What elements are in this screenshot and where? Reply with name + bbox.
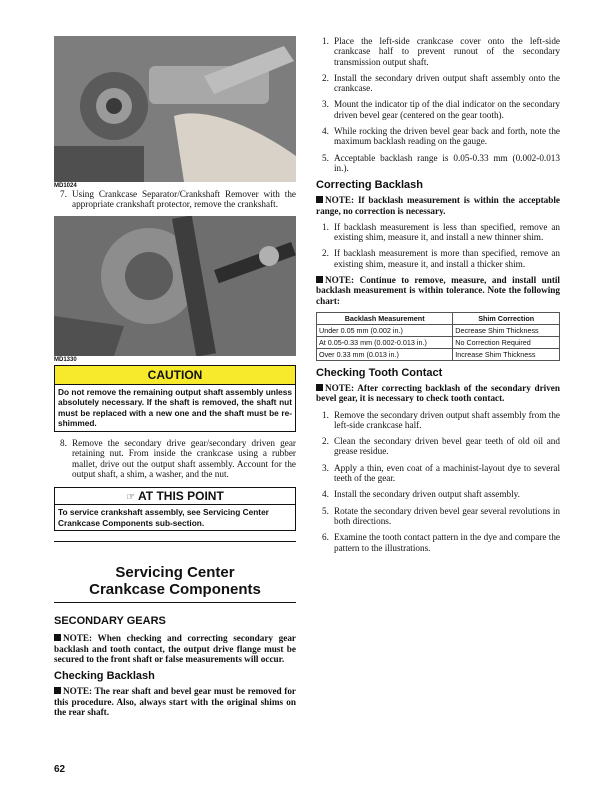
note-bullet-icon bbox=[316, 276, 323, 283]
checking-tooth-contact-heading: Checking Tooth Contact bbox=[316, 366, 443, 379]
list-item bbox=[316, 99, 560, 120]
list-item bbox=[316, 222, 560, 243]
step-text: Install the secondary driven output shaft assembly onto the crankcase. bbox=[334, 72, 560, 94]
note-bullet-icon bbox=[316, 384, 323, 391]
step-text: Apply a thin, even coat of a machinist-layout dye to several teeth of the gear. bbox=[334, 462, 560, 484]
step-number: 1. bbox=[322, 36, 329, 46]
step-text: Using Crankcase Separator/Crankshaft Remover with the appropriate crankshaft protector, remove the crankshaft. bbox=[72, 189, 296, 210]
list-item bbox=[316, 506, 560, 527]
table-cell: No Correction Required bbox=[453, 336, 560, 348]
list-item bbox=[316, 436, 560, 457]
step-text: While rocking the driven bevel gear back and forth, note the maximum backlash reading on the gauge. bbox=[334, 126, 560, 147]
correcting-backlash-heading: Correcting Backlash bbox=[316, 179, 423, 192]
step-list bbox=[316, 222, 560, 269]
at-this-point-label: AT THIS POINT bbox=[138, 489, 224, 504]
section-divider bbox=[54, 541, 296, 542]
note-text: NOTE: After correcting backlash of the secondary driven bevel gear, it is necessary to check tooth contact. bbox=[316, 382, 560, 404]
list-item bbox=[316, 532, 560, 553]
list-item bbox=[316, 463, 560, 484]
section-title bbox=[54, 564, 296, 598]
step-number: 4. bbox=[322, 489, 329, 500]
step-number: 7. bbox=[60, 189, 67, 199]
secondary-gears-heading: SECONDARY GEARS bbox=[54, 615, 166, 628]
pointing-hand-icon: ☞ bbox=[126, 492, 136, 504]
at-this-point-box bbox=[54, 487, 296, 531]
table-cell: Decrease Shim Thickness bbox=[453, 324, 560, 336]
note bbox=[54, 686, 296, 717]
step-number: 5. bbox=[322, 505, 329, 516]
step-text: Examine the tooth contact pattern in the dye and compare the pattern to the illustrations. bbox=[334, 532, 560, 553]
step-text: Place the left-side crankcase cover onto the left-side crankcase half to prevent runout of the secondary transmission output shaft. bbox=[334, 36, 560, 67]
note-text: NOTE: The rear shaft and bevel gear must be removed for this procedure. Also, always start with the original shims on the rear shaft. bbox=[54, 686, 296, 717]
table-cell: At 0.05-0.33 mm (0.002-0.013 in.) bbox=[317, 336, 453, 348]
step-list bbox=[316, 36, 560, 173]
step-text: Acceptable backlash range is 0.05-0.33 mm (0.002-0.013 in.). bbox=[334, 152, 560, 173]
step-number: 3. bbox=[322, 462, 329, 473]
step-number: 5. bbox=[322, 152, 329, 163]
photo-id: MD1330 bbox=[54, 356, 77, 363]
table-row bbox=[317, 348, 560, 360]
list-item bbox=[316, 410, 560, 431]
caution-box bbox=[54, 365, 296, 432]
note-bullet-icon bbox=[54, 687, 61, 694]
right-column bbox=[316, 36, 560, 559]
step-number: 2. bbox=[322, 72, 329, 83]
note bbox=[54, 633, 296, 664]
section-title-line: Crankcase Components bbox=[89, 581, 261, 599]
at-this-point-title bbox=[55, 488, 295, 505]
step-number: 2. bbox=[322, 248, 329, 259]
list-item bbox=[316, 489, 560, 499]
step-text: Remove the secondary drive gear/secondary driven gear retaining nut. From inside the crankcase using a rubber mallet, drive out the output shaft assembly. Account for the output shaft, a shim, a washer, and the nut. bbox=[72, 437, 296, 479]
section-divider bbox=[54, 602, 296, 603]
table-cell: Increase Shim Thickness bbox=[453, 348, 560, 360]
caution-title: CAUTION bbox=[55, 366, 295, 385]
checking-backlash-heading: Checking Backlash bbox=[54, 670, 155, 683]
shim-correction-table bbox=[316, 312, 560, 361]
list-item bbox=[316, 126, 560, 147]
list-item bbox=[316, 248, 560, 269]
step-number: 1. bbox=[322, 409, 329, 420]
note-bullet-icon bbox=[54, 634, 61, 641]
list-item bbox=[316, 36, 560, 67]
step-text: Clean the secondary driven bevel gear teeth of old oil and grease residue. bbox=[334, 436, 560, 457]
table-header-row bbox=[317, 312, 560, 324]
note-text: NOTE: When checking and correcting secondary gear backlash and tooth contact, the output drive flange must be secured to the front shaft or false measurements will occur. bbox=[54, 633, 296, 664]
output-shaft-photo bbox=[54, 216, 296, 356]
crankshaft-removal-photo bbox=[54, 36, 296, 182]
note bbox=[316, 275, 560, 306]
table-row bbox=[317, 324, 560, 336]
step-list bbox=[316, 410, 560, 553]
step-list bbox=[54, 438, 296, 479]
page-number: 62 bbox=[54, 764, 66, 775]
note-text: NOTE: If backlash measurement is within the acceptable range, no correction is necessary. bbox=[316, 195, 560, 216]
note-text: NOTE: Continue to remove, measure, and install until backlash measurement is within tolerance. Note the following chart: bbox=[316, 275, 560, 306]
table-cell: Under 0.05 mm (0.002 in.) bbox=[317, 324, 453, 336]
step-text: If backlash measurement is less than specified, remove an existing shim, measure it, and install a new thinner shim. bbox=[334, 221, 560, 243]
step-number: 8. bbox=[60, 437, 67, 448]
list-item bbox=[316, 153, 560, 174]
step-text: Mount the indicator tip of the dial indicator on the secondary driven bevel gear (centered on the gear tooth). bbox=[334, 99, 560, 120]
step-text: Rotate the secondary driven bevel gear several revolutions in both directions. bbox=[334, 505, 560, 526]
step-text: Install the secondary driven output shaft assembly. bbox=[334, 489, 520, 500]
table-row bbox=[317, 336, 560, 348]
note bbox=[316, 195, 560, 216]
table-header: Backlash Measurement bbox=[317, 312, 453, 324]
table-cell: Over 0.33 mm (0.013 in.) bbox=[317, 348, 453, 360]
list-item bbox=[54, 438, 296, 479]
step-text: Remove the secondary driven output shaft assembly from the left-side crankcase half. bbox=[334, 409, 560, 430]
step-number: 3. bbox=[322, 99, 329, 110]
step-number: 4. bbox=[322, 126, 329, 137]
step-number: 6. bbox=[322, 532, 329, 543]
section-title-line: Servicing Center bbox=[115, 564, 235, 582]
photo-id: MD1024 bbox=[54, 183, 77, 189]
caution-body: Do not remove the remaining output shaft assembly unless absolutely necessary. If the shaft is removed, the shaft nut must be replaced with a new one and the shaft must be re-shimmed. bbox=[58, 386, 292, 429]
left-column bbox=[54, 36, 296, 723]
list-item bbox=[316, 73, 560, 94]
step-text: If backlash measurement is more than specified, remove an existing shim, measure it, and install a thicker shim. bbox=[334, 248, 560, 269]
step-number: 1. bbox=[322, 221, 329, 232]
at-this-point-body: To service crankshaft assembly, see Servicing Center Crankcase Components sub-section. bbox=[58, 507, 269, 528]
step-list bbox=[54, 189, 296, 210]
note-bullet-icon bbox=[316, 196, 323, 203]
list-item bbox=[54, 189, 296, 210]
step-number: 2. bbox=[322, 436, 329, 447]
table-header: Shim Correction bbox=[453, 312, 560, 324]
note bbox=[316, 383, 560, 404]
